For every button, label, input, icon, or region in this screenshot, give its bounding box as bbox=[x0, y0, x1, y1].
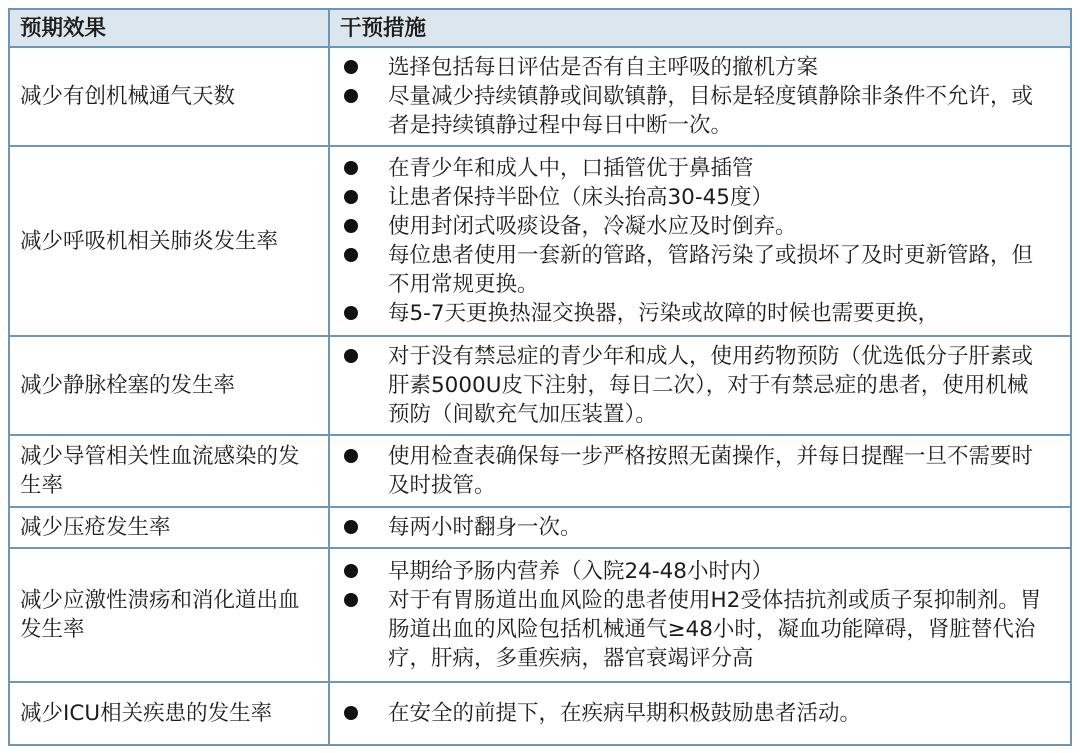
expected-effect-cell: 减少静脉栓塞的发生率 bbox=[9, 336, 329, 435]
measure-item: 每两小时翻身一次。 bbox=[344, 513, 1044, 542]
intervention-measures-cell bbox=[329, 146, 1071, 336]
measure-list bbox=[344, 53, 1044, 140]
table-row bbox=[9, 336, 1071, 435]
header-expected-effect: 预期效果 bbox=[9, 9, 329, 47]
expected-effect-cell: 减少ICU相关疾患的发生率 bbox=[9, 682, 329, 745]
table-header-row bbox=[9, 9, 1071, 47]
measure-item: 让患者保持半卧位（床头抬高30-45度） bbox=[344, 183, 1044, 212]
expected-effect-cell: 减少应激性溃疡和消化道出血发生率 bbox=[9, 548, 329, 682]
table-row bbox=[9, 146, 1071, 336]
measure-list bbox=[344, 699, 1044, 728]
measure-item: 在安全的前提下，在疾病早期积极鼓励患者活动。 bbox=[344, 699, 1044, 728]
intervention-table bbox=[8, 8, 1072, 746]
measure-item: 使用检查表确保每一步严格按照无菌操作，并每日提醒一旦不需要时及时拔管。 bbox=[344, 442, 1044, 500]
measure-list bbox=[344, 342, 1044, 429]
intervention-measures-cell bbox=[329, 336, 1071, 435]
measure-item: 选择包括每日评估是否有自主呼吸的撤机方案 bbox=[344, 53, 1044, 82]
table-row bbox=[9, 507, 1071, 548]
intervention-measures-cell bbox=[329, 507, 1071, 548]
expected-effect-cell: 减少呼吸机相关肺炎发生率 bbox=[9, 146, 329, 336]
expected-effect-cell: 减少压疮发生率 bbox=[9, 507, 329, 548]
measure-item: 每位患者使用一套新的管路，管路污染了或损坏了及时更新管路，但不用常规更换。 bbox=[344, 241, 1044, 299]
header-intervention-measures: 干预措施 bbox=[329, 9, 1071, 47]
expected-effect-cell: 减少有创机械通气天数 bbox=[9, 47, 329, 146]
measure-list bbox=[344, 557, 1044, 673]
expected-effect-cell: 减少导管相关性血流感染的发生率 bbox=[9, 435, 329, 507]
measure-item: 尽量减少持续镇静或间歇镇静，目标是轻度镇静除非条件不允许，或者是持续镇静过程中每日中断一次。 bbox=[344, 82, 1044, 140]
measure-item: 使用封闭式吸痰设备，冷凝水应及时倒弃。 bbox=[344, 212, 1044, 241]
measure-list bbox=[344, 154, 1044, 328]
table-row bbox=[9, 548, 1071, 682]
measure-item: 在青少年和成人中，口插管优于鼻插管 bbox=[344, 154, 1044, 183]
table-row bbox=[9, 682, 1071, 745]
intervention-measures-cell bbox=[329, 47, 1071, 146]
table-row bbox=[9, 435, 1071, 507]
table-row bbox=[9, 47, 1071, 146]
measure-item: 对于有胃肠道出血风险的患者使用H2受体拮抗剂或质子泵抑制剂。胃肠道出血的风险包括机械通气≥48小时，凝血功能障碍，肾脏替代治疗，肝病，多重疾病，器官衰竭评分高 bbox=[344, 586, 1044, 673]
measure-item: 早期给予肠内营养（入院24-48小时内） bbox=[344, 557, 1044, 586]
measure-item: 对于没有禁忌症的青少年和成人，使用药物预防（优选低分子肝素或肝素5000U皮下注射，每日二次），对于有禁忌症的患者，使用机械预防（间歇充气加压装置）。 bbox=[344, 342, 1044, 429]
measure-list bbox=[344, 513, 1044, 542]
intervention-measures-cell bbox=[329, 548, 1071, 682]
intervention-measures-cell bbox=[329, 682, 1071, 745]
measure-list bbox=[344, 442, 1044, 500]
intervention-measures-cell bbox=[329, 435, 1071, 507]
measure-item: 每5-7天更换热湿交换器，污染或故障的时候也需要更换， bbox=[344, 299, 1044, 328]
